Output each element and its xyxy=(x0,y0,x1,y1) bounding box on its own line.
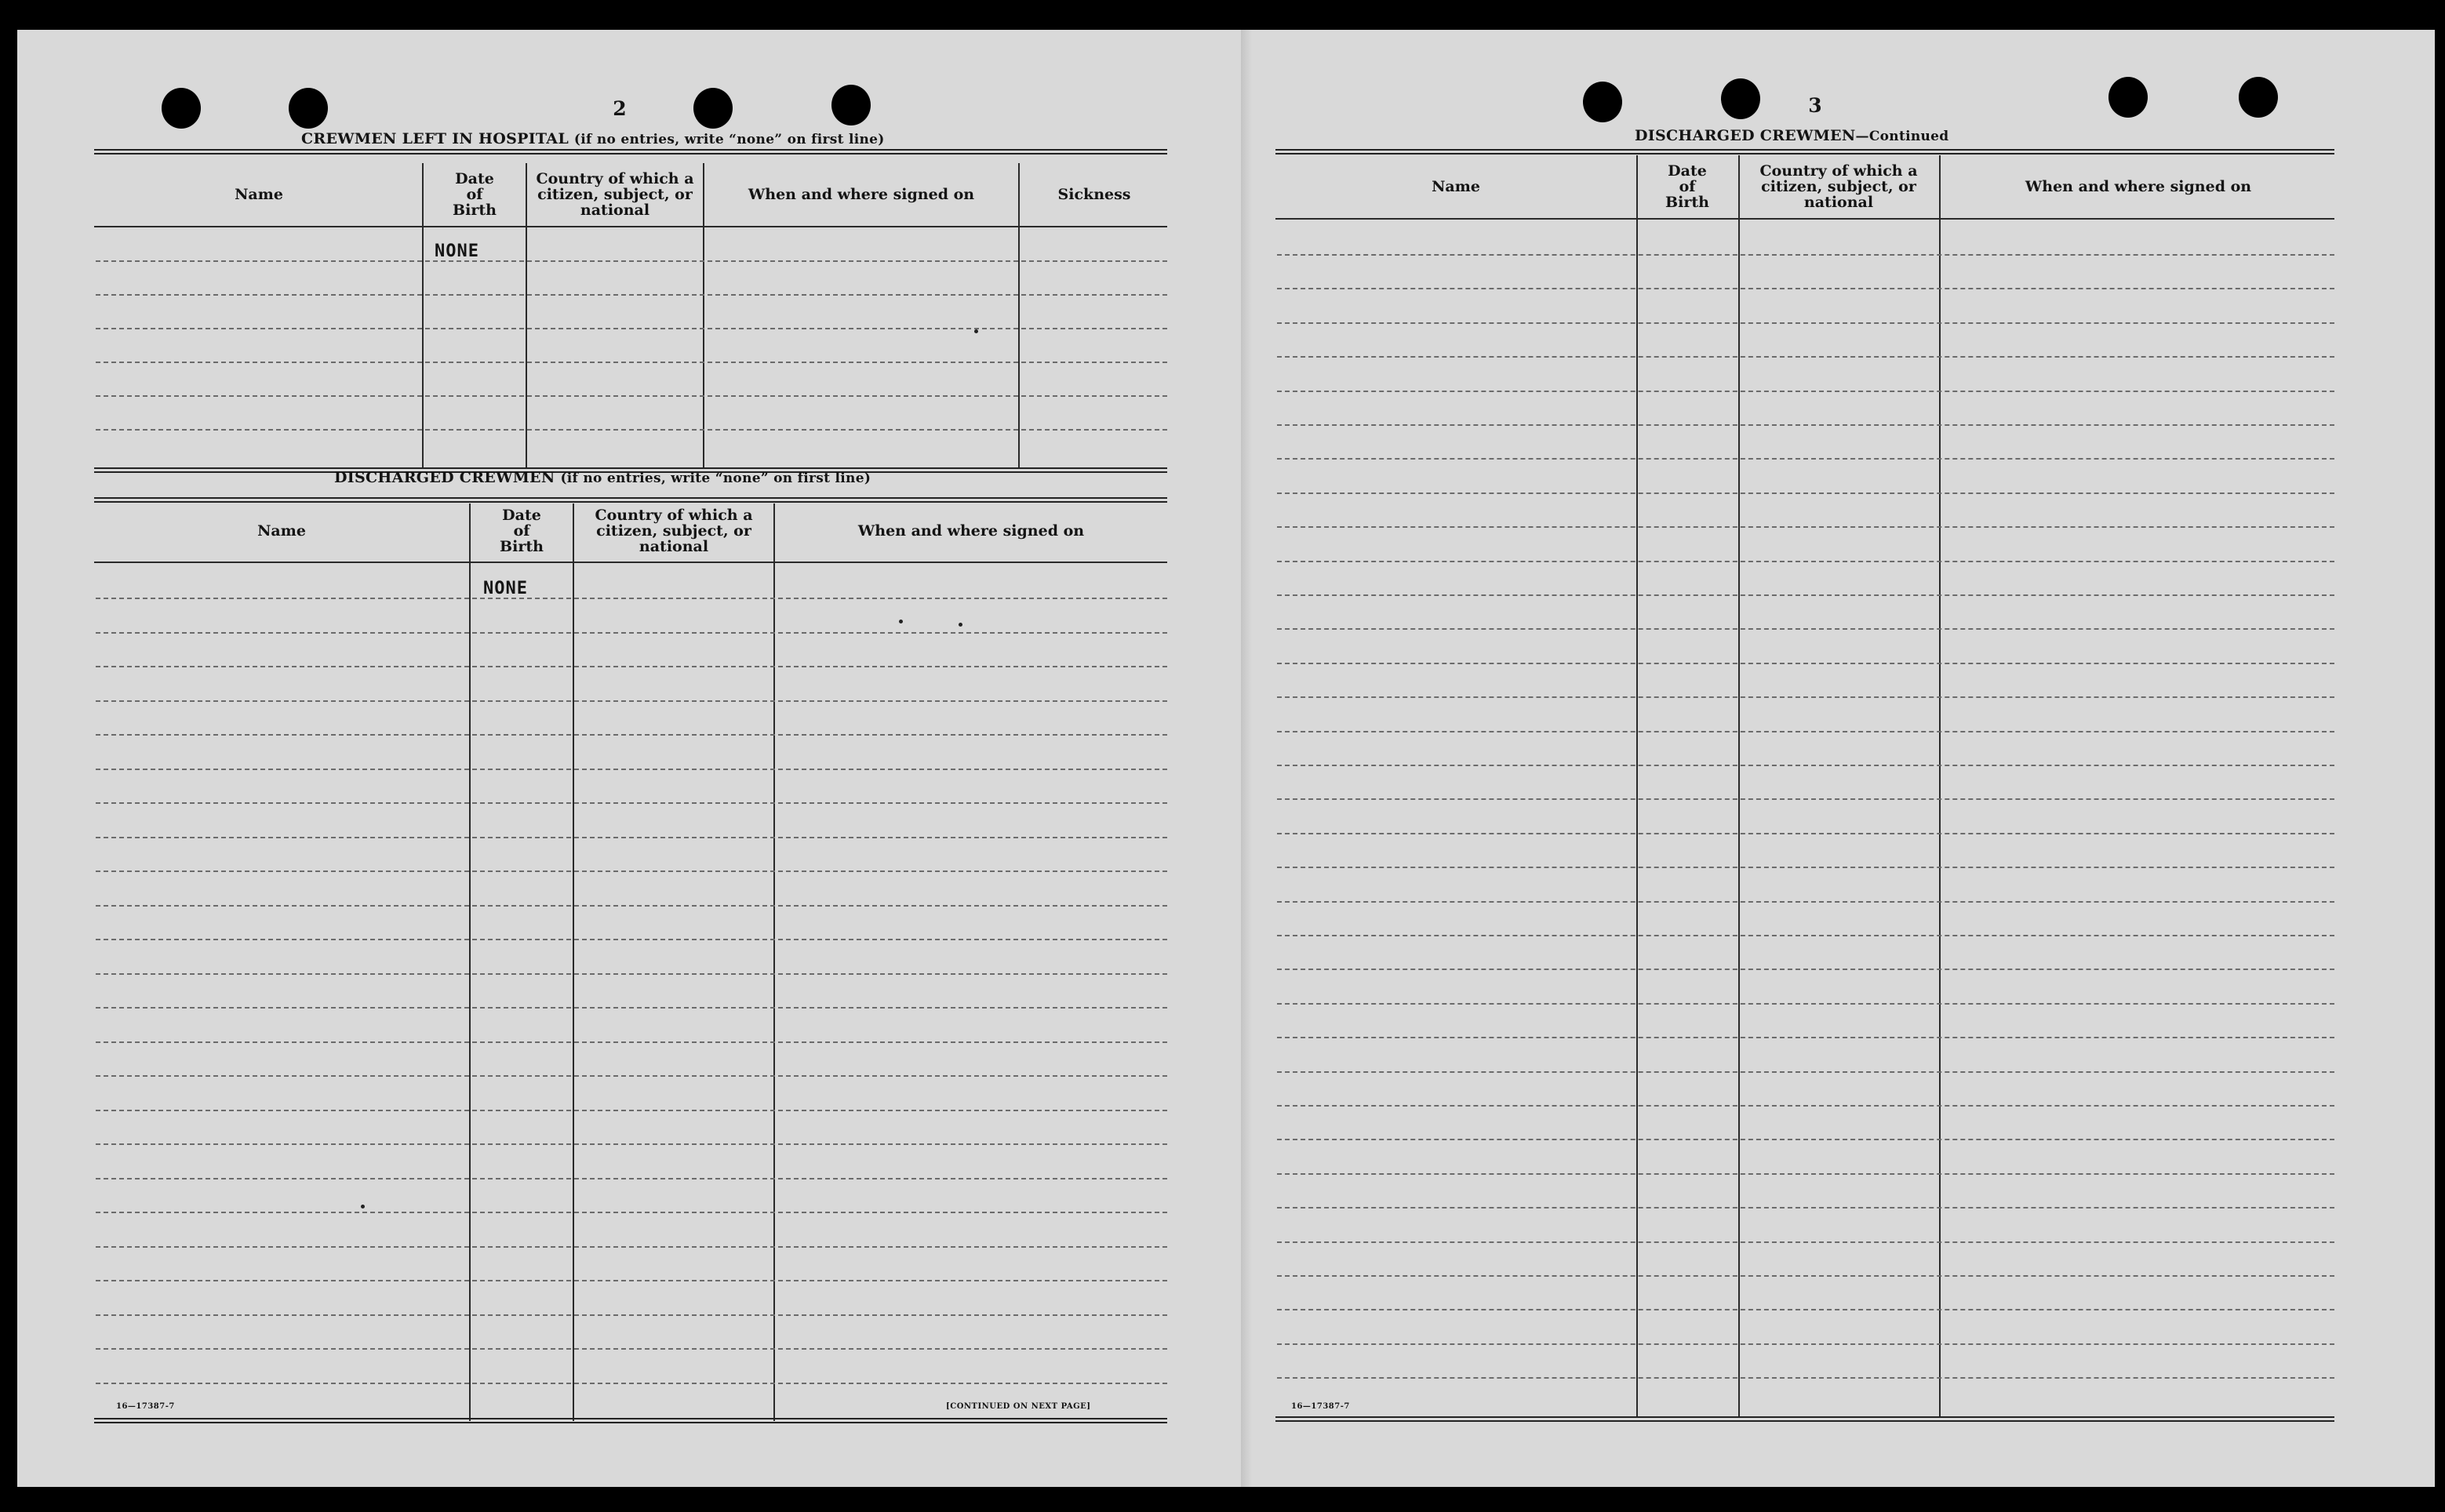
ruled-row xyxy=(1277,833,2334,834)
column-header-country: Country of which a citizen, subject, or national xyxy=(595,507,753,555)
column-header-dob: Date of Birth xyxy=(1665,162,1709,211)
column-divider xyxy=(422,163,424,467)
ruled-row xyxy=(96,1041,1167,1043)
ruled-row xyxy=(96,429,1167,431)
ruled-row xyxy=(96,973,1167,975)
discharged-entry-none: NONE xyxy=(483,579,528,598)
column-divider xyxy=(573,503,574,1421)
ink-speck xyxy=(974,329,978,333)
ink-speck xyxy=(361,1205,365,1209)
ruled-row xyxy=(1277,628,2334,630)
ruled-row xyxy=(96,870,1167,872)
ruled-row xyxy=(1277,935,2334,936)
ruled-row xyxy=(96,837,1167,838)
ruled-row xyxy=(1277,254,2334,256)
punch-hole xyxy=(2239,77,2278,118)
right-page xyxy=(1241,30,2435,1487)
column-divider xyxy=(1738,155,1740,1418)
ruled-row xyxy=(96,1178,1167,1179)
ruled-row xyxy=(96,1075,1167,1077)
discharged-continued-title: DISCHARGED CREWMEN—Continued xyxy=(1635,127,1949,144)
ruled-row xyxy=(96,1246,1167,1248)
ruled-row xyxy=(96,1212,1167,1213)
ruled-row xyxy=(96,769,1167,770)
ruled-row xyxy=(96,734,1167,736)
ruled-row xyxy=(1277,322,2334,324)
ruled-row xyxy=(1277,969,2334,970)
ruled-row xyxy=(1277,391,2334,392)
column-header-country: Country of which a citizen, subject, or national xyxy=(536,170,694,219)
ruled-row xyxy=(96,632,1167,634)
continued-note: [CONTINUED ON NEXT PAGE] xyxy=(946,1402,1091,1411)
punch-hole xyxy=(289,88,328,129)
column-header-name: Name xyxy=(257,522,306,540)
section-rule xyxy=(94,149,1167,154)
column-divider xyxy=(703,163,704,467)
ruled-row xyxy=(96,905,1167,907)
ruled-row xyxy=(1277,526,2334,528)
ruled-row xyxy=(96,260,1167,262)
ruled-row xyxy=(1277,798,2334,800)
header-rule xyxy=(1275,218,2334,220)
form-number: 16—17387-7 xyxy=(1291,1402,1350,1411)
ruled-row xyxy=(96,802,1167,804)
column-header-signed-on: When and where signed on xyxy=(748,186,975,203)
ruled-row xyxy=(1277,1275,2334,1277)
ruled-row xyxy=(1277,1377,2334,1379)
ruled-row xyxy=(1277,1173,2334,1175)
ruled-row xyxy=(1277,288,2334,289)
column-header-dob: Date of Birth xyxy=(453,170,497,219)
form-number: 16—17387-7 xyxy=(116,1402,175,1411)
column-header-name: Name xyxy=(1432,178,1480,195)
section-rule xyxy=(94,1418,1167,1423)
column-header-sickness: Sickness xyxy=(1057,186,1131,203)
hospital-entry-none: NONE xyxy=(435,242,479,261)
ruled-row xyxy=(1277,424,2334,426)
ruled-row xyxy=(1277,561,2334,562)
ruled-row xyxy=(1277,1105,2334,1107)
column-header-signed-on: When and where signed on xyxy=(857,522,1085,540)
ruled-row xyxy=(1277,1139,2334,1140)
ruled-row xyxy=(96,294,1167,296)
column-divider xyxy=(469,503,471,1421)
ruled-row xyxy=(96,1143,1167,1145)
header-rule xyxy=(94,226,1167,227)
ruled-row xyxy=(96,1007,1167,1009)
ruled-row xyxy=(96,939,1167,940)
punch-hole xyxy=(162,88,201,129)
column-divider xyxy=(526,163,527,467)
column-divider xyxy=(1939,155,1941,1418)
ruled-row xyxy=(1277,765,2334,766)
ruled-row xyxy=(96,328,1167,329)
ruled-row xyxy=(1277,458,2334,460)
ruled-row xyxy=(96,1280,1167,1281)
column-header-country: Country of which a citizen, subject, or national xyxy=(1759,162,1918,211)
ruled-row xyxy=(96,700,1167,702)
page-number: 2 xyxy=(613,97,627,120)
ruled-row xyxy=(1277,867,2334,868)
ruled-row xyxy=(1277,1309,2334,1310)
ruled-row xyxy=(1277,1207,2334,1209)
punch-hole xyxy=(2108,77,2148,118)
column-header-signed-on: When and where signed on xyxy=(2025,178,2252,195)
ruled-row xyxy=(1277,696,2334,698)
section-rule xyxy=(94,497,1167,503)
section-rule xyxy=(1275,149,2334,154)
left-page xyxy=(17,30,1241,1487)
hospital-section-title: CREWMEN LEFT IN HOSPITAL (if no entries, write “none” on first line) xyxy=(301,130,885,147)
ruled-row xyxy=(96,1383,1167,1384)
punch-hole xyxy=(1721,78,1760,119)
ruled-row xyxy=(1277,1343,2334,1345)
ruled-row xyxy=(96,1314,1167,1316)
punch-hole xyxy=(1583,82,1622,122)
column-divider xyxy=(1636,155,1638,1418)
ruled-row xyxy=(96,362,1167,363)
ruled-row xyxy=(96,1110,1167,1111)
ink-speck xyxy=(959,623,962,627)
header-rule xyxy=(94,562,1167,563)
discharged-section-title: DISCHARGED CREWMEN (if no entries, write “none” on first line) xyxy=(334,469,871,486)
ruled-row xyxy=(1277,731,2334,732)
ruled-row xyxy=(1277,1241,2334,1243)
ruled-row xyxy=(96,395,1167,397)
column-divider xyxy=(1018,163,1020,467)
ruled-row xyxy=(1277,1071,2334,1073)
column-divider xyxy=(773,503,775,1421)
column-header-name: Name xyxy=(235,186,283,203)
ruled-row xyxy=(1277,594,2334,596)
page-number: 3 xyxy=(1808,94,1822,117)
punch-hole xyxy=(693,88,733,129)
ruled-row xyxy=(1277,1003,2334,1005)
ruled-row xyxy=(96,666,1167,667)
ruled-row xyxy=(96,598,1167,599)
ruled-row xyxy=(1277,1037,2334,1038)
ruled-row xyxy=(96,1348,1167,1350)
column-header-dob: Date of Birth xyxy=(500,507,544,555)
ruled-row xyxy=(1277,356,2334,358)
punch-hole xyxy=(831,85,871,125)
ruled-row xyxy=(1277,492,2334,494)
section-rule xyxy=(1275,1416,2334,1422)
ink-speck xyxy=(899,620,903,623)
ruled-row xyxy=(1277,901,2334,903)
ruled-row xyxy=(1277,663,2334,664)
document-sheet xyxy=(17,30,2435,1487)
